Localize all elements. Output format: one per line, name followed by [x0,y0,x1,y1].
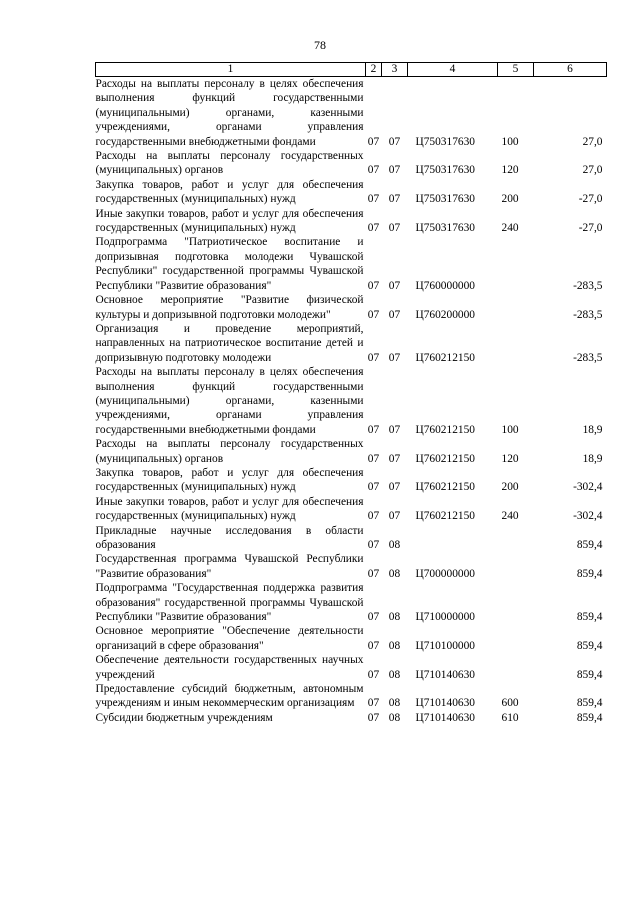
expense-type-code [498,235,534,293]
table-row [96,466,607,495]
table-row [96,711,607,725]
expense-type-code: 610 [501,711,519,724]
amount: 18,9 [582,423,603,436]
amount: 18,9 [582,452,603,465]
section-code: 07 [367,135,380,148]
target-article-code: Ц710140630 [415,711,475,724]
row-name: Основное мероприятие "Обеспечение деятельности организаций в сфере образования" [95,625,364,652]
expense-type-code: 120 [501,164,519,177]
section-code: 07 [367,539,380,551]
section-code: 07 [367,481,380,494]
amount: 859,4 [576,711,603,724]
table-row [96,682,607,711]
target-article-code: Ц760000000 [415,279,475,292]
section-code: 07 [367,510,380,523]
subsection-code: 08 [388,611,401,624]
amount: 859,4 [576,697,603,710]
table-row [96,437,607,466]
row-name: Субсидии бюджетным учреждениям [95,711,273,724]
row-name: Расходы на выплаты персоналу в целях обеспечения выполнения функций государственными (муниципальными) органами, казенными учреждениями, органами управления государственными внебюджетными фондами [95,78,364,148]
section-code: 07 [367,452,380,465]
header-cell-5: 5 [498,63,534,77]
subsection-code: 08 [388,711,401,724]
subsection-code: 07 [388,164,401,177]
table-row [96,581,607,624]
table-row [96,178,607,207]
table-row [96,77,607,150]
row-name: Закупка товаров, работ и услуг для обеспечения государственных (муниципальных) нужд [95,466,364,494]
row-name: Обеспечение деятельности государственных научных учреждений [95,654,364,681]
subsection-code: 07 [388,351,401,364]
row-name: Подпрограмма "Патриотическое воспитание и допризывная подготовка молодежи Чувашской Республики" государственной программы Чувашской Республики "Развитие образования" [95,236,364,292]
section-code: 07 [367,697,380,710]
target-article-code: Ц750317630 [415,164,475,177]
table-row [96,552,607,581]
section-code: 07 [367,639,380,652]
expense-type-code: 240 [501,222,519,235]
amount: -283,5 [573,279,603,292]
table-row [96,653,607,682]
subsection-code: 08 [388,567,401,580]
expense-type-code [498,293,534,322]
target-article-code: Ц710140630 [415,668,475,681]
expense-type-code: 240 [501,510,519,523]
row-name: Расходы на выплаты персоналу государственных (муниципальных) органов [95,150,364,177]
expense-type-code: 600 [501,697,519,710]
section-code: 07 [367,668,380,681]
section-code: 07 [367,222,380,235]
subsection-code: 07 [388,452,401,465]
row-name: Расходы на выплаты персоналу в целях обеспечения выполнения функций государственными (муниципальными) органами, казенными учреждениями, органами управления государственными внебюджетными фондами [95,366,364,436]
section-code: 07 [367,567,380,580]
table-row [96,293,607,322]
expense-type-code [498,322,534,365]
expense-type-code: 200 [501,193,519,206]
amount: -283,5 [573,308,603,321]
amount: 859,4 [576,539,603,551]
subsection-code: 07 [388,481,401,494]
subsection-code: 08 [388,639,401,652]
expense-type-code: 100 [501,135,519,148]
amount: 27,0 [582,164,603,177]
header-cell-4: 4 [408,63,498,77]
row-name: Иные закупки товаров, работ и услуг для обеспечения государственных (муниципальных) нужд [95,495,364,523]
subsection-code: 08 [388,668,401,681]
row-name: Иные закупки товаров, работ и услуг для обеспечения государственных (муниципальных) нужд [95,207,364,235]
target-article-code: Ц750317630 [415,135,475,148]
amount: -302,4 [573,510,603,523]
target-article-code: Ц760212150 [415,510,475,523]
amount: -27,0 [578,193,603,206]
table-row [96,322,607,365]
row-name: Прикладные научные исследования в области образования [95,524,364,551]
section-code: 07 [367,711,380,724]
target-article-code: Ц710000000 [415,611,475,624]
page-number: 78 [314,38,326,52]
row-name: Предоставление субсидий бюджетным, автономным учреждениям и иным некоммерческим организациям [95,683,364,710]
target-article-code: Ц760212150 [415,351,475,364]
amount: -302,4 [573,481,603,494]
amount: 859,4 [576,567,603,580]
table-row [96,524,607,553]
subsection-code: 07 [388,308,401,321]
header-cell-2: 2 [366,63,382,77]
row-name: Подпрограмма "Государственная поддержка развития образования" государственной программы Чувашской Республики "Развитие образования" [95,582,364,624]
row-name: Расходы на выплаты персоналу государственных (муниципальных) органов [95,438,364,465]
amount: 859,4 [576,668,603,681]
subsection-code: 07 [388,222,401,235]
target-article-code: Ц710140630 [415,697,475,710]
expense-type-code: 100 [501,423,519,436]
row-name: Организация и проведение мероприятий, направленных на патриотическое воспитание детей и допризывную подготовку молодежи [95,322,364,364]
target-article-code: Ц750317630 [415,193,475,206]
header-cell-1: 1 [96,63,366,77]
subsection-code: 07 [388,279,401,292]
row-name: Основное мероприятие "Развитие физической культуры и допризывной подготовки молодежи" [95,294,364,321]
section-code: 07 [367,193,380,206]
section-code: 07 [367,279,380,292]
expense-type-code [498,653,534,682]
amount: -283,5 [573,351,603,364]
target-article-code: Ц750317630 [415,222,475,235]
target-article-code: Ц760200000 [415,308,475,321]
section-code: 07 [367,351,380,364]
table-row [96,365,607,437]
amount: 859,4 [576,611,603,624]
subsection-code: 08 [388,539,401,551]
target-article-code [408,524,498,553]
section-code: 07 [367,423,380,436]
section-code: 07 [367,611,380,624]
amount: -27,0 [578,222,603,235]
expense-type-code: 120 [501,452,519,465]
header-cell-6: 6 [534,63,607,77]
amount: 27,0 [582,135,603,148]
expense-type-code [498,581,534,624]
header-cell-3: 3 [382,63,408,77]
subsection-code: 07 [388,423,401,436]
amount: 859,4 [576,639,603,652]
table-row [96,495,607,524]
section-code: 07 [367,308,380,321]
table-row [96,624,607,653]
target-article-code: Ц760212150 [415,452,475,465]
expense-type-code [498,624,534,653]
row-name: Государственная программа Чувашской Республики "Развитие образования" [95,553,364,580]
target-article-code: Ц760212150 [415,481,475,494]
target-article-code: Ц700000000 [415,567,475,580]
expense-type-code: 200 [501,481,519,494]
table-row [96,149,607,178]
expense-type-code [498,524,534,553]
row-name: Закупка товаров, работ и услуг для обеспечения государственных (муниципальных) нужд [95,178,364,206]
subsection-code: 07 [388,193,401,206]
target-article-code: Ц760212150 [415,423,475,436]
subsection-code: 07 [388,135,401,148]
table-row [96,207,607,236]
subsection-code: 07 [388,510,401,523]
target-article-code: Ц710100000 [415,639,475,652]
header-row [96,63,607,77]
subsection-code: 08 [388,697,401,710]
expense-type-code [498,552,534,581]
section-code: 07 [367,164,380,177]
budget-table [95,62,607,725]
table-row [96,235,607,293]
